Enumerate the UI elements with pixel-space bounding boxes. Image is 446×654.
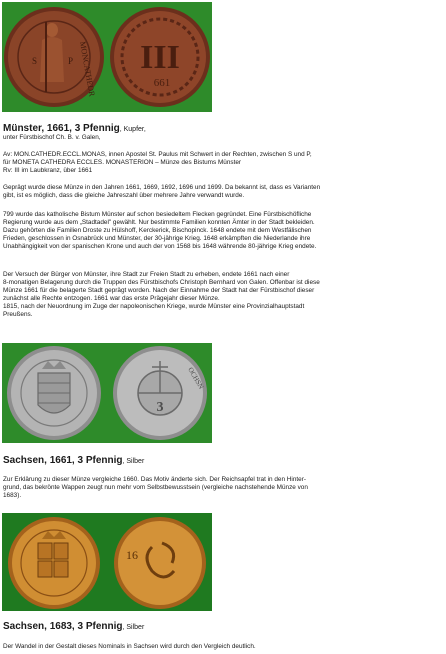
reverse-numeral: 3	[156, 400, 164, 415]
coin-metal: , Kupfer,	[119, 126, 146, 133]
paragraph-sachsen-1683: Der Wandel in der Gestalt dieses Nominals in Sachsen wird durch den Vergleich deutlich.	[3, 643, 256, 650]
inscription-block: Av: MON.CATHEDR.ECCL.MONAS, innen Apostel St. Paulus mit Schwert in der Rechten, zwischen S und P, für MONETA CATHEDRA ECCLES. MONASTERION – Münze des Bistums Münster Rv: III im Laubkranz, über 1661	[3, 151, 312, 174]
svg-text:S: S	[32, 56, 38, 66]
obverse-coin-sachsen-1683	[8, 517, 100, 609]
coin-photo-sachsen-1683	[2, 513, 212, 611]
coin-title: Sachsen, 1683, 3 Pfennig	[3, 621, 123, 632]
reverse-coin-sachsen-1683	[114, 517, 206, 609]
coin-metal: , Silber	[122, 624, 145, 631]
coin-subtitle: unter Fürstbischof Ch. B. v. Galen,	[3, 134, 101, 141]
section-title-sachsen-1661	[3, 456, 144, 466]
reverse-date: 16	[126, 548, 138, 562]
reverse-legend: OCHSN	[186, 366, 206, 391]
paragraph-history: 799 wurde das katholische Bistum Münster auf schon besiedeltem Flecken gegründet. Eine Fürstbischöfliche Regierung wurde aus dem „Stadtadel" gewählt. Nur bestimmte Familien konnten Ämter in der Stadt bekleiden. Dazu gehörten die Familien Droste zu Hülshoff, Kerckerick, Bischopinck. 1648 endete mit dem Westfälischen Frieden, geschlossen in Osnabrück und Münster, der 30-jährige Krieg. 1648 erkämpften die Niederlande ihre Unabhängigkeit von der spanischen Krone und auch der von 1568 bis 1648 währende 80-jährige Krieg endete.	[3, 211, 317, 250]
reverse-coin-muenster	[110, 7, 210, 107]
paragraph-siege: Der Versuch der Bürger von Münster, ihre Stadt zur Freien Stadt zu erheben, endete 1661 nach einer 8-monatigen Belagerung durch die Truppen des Fürstbischofs Christoph Bernhard von Galen. Offenbar ist diese Münze 1661 für die belagerte Stadt geprägt worden. Nach der Einnahme der Stadt hat der Fürstbischof dieser zunächst alle Rechte entzogen. 1661 war das erste Prägejahr dieser Münze. 1815, nach der Neuordnung im Zuge der napoleonischen Kriege, wurde Münster eine Provinzialhauptstadt Preußens.	[3, 271, 320, 318]
coin-photo-sachsen-1661	[2, 343, 212, 443]
obverse-legend: MONCATHEDR	[78, 40, 97, 98]
coin-photo-muenster	[2, 2, 212, 112]
obverse-coin-sachsen-1661	[7, 346, 101, 440]
section-title-sachsen-1683	[3, 622, 144, 632]
section-title-muenster	[3, 124, 146, 134]
coin-title: Münster, 1661, 3 Pfennig	[3, 123, 120, 134]
coin-metal: , Silber	[122, 458, 145, 465]
coin-title: Sachsen, 1661, 3 Pfennig	[3, 455, 123, 466]
svg-text:P: P	[68, 56, 74, 66]
obverse-coin-muenster	[4, 7, 104, 107]
paragraph-minting-years: Geprägt wurde diese Münze in den Jahren 1661, 1669, 1692, 1696 und 1699. Da bekannt ist, dass es Varianten gibt, ist es möglich, dass die gleiche Jahreszahl über mehrere Jahre verwandt wurde.	[3, 184, 321, 199]
reverse-date: 661	[153, 77, 171, 89]
reverse-numeral: III	[140, 39, 180, 76]
paragraph-sachsen-1661: Zur Erklärung zu dieser Münze vergleiche 1660. Das Motiv änderte sich. Der Reichsapfel trat in den Hinter- grund, das bekrönte Wappen zeugt nun mehr vom Selbstbewusstsein (vergleiche nachstehende Münze von 1683).	[3, 476, 308, 499]
reverse-coin-sachsen-1661	[113, 346, 207, 440]
